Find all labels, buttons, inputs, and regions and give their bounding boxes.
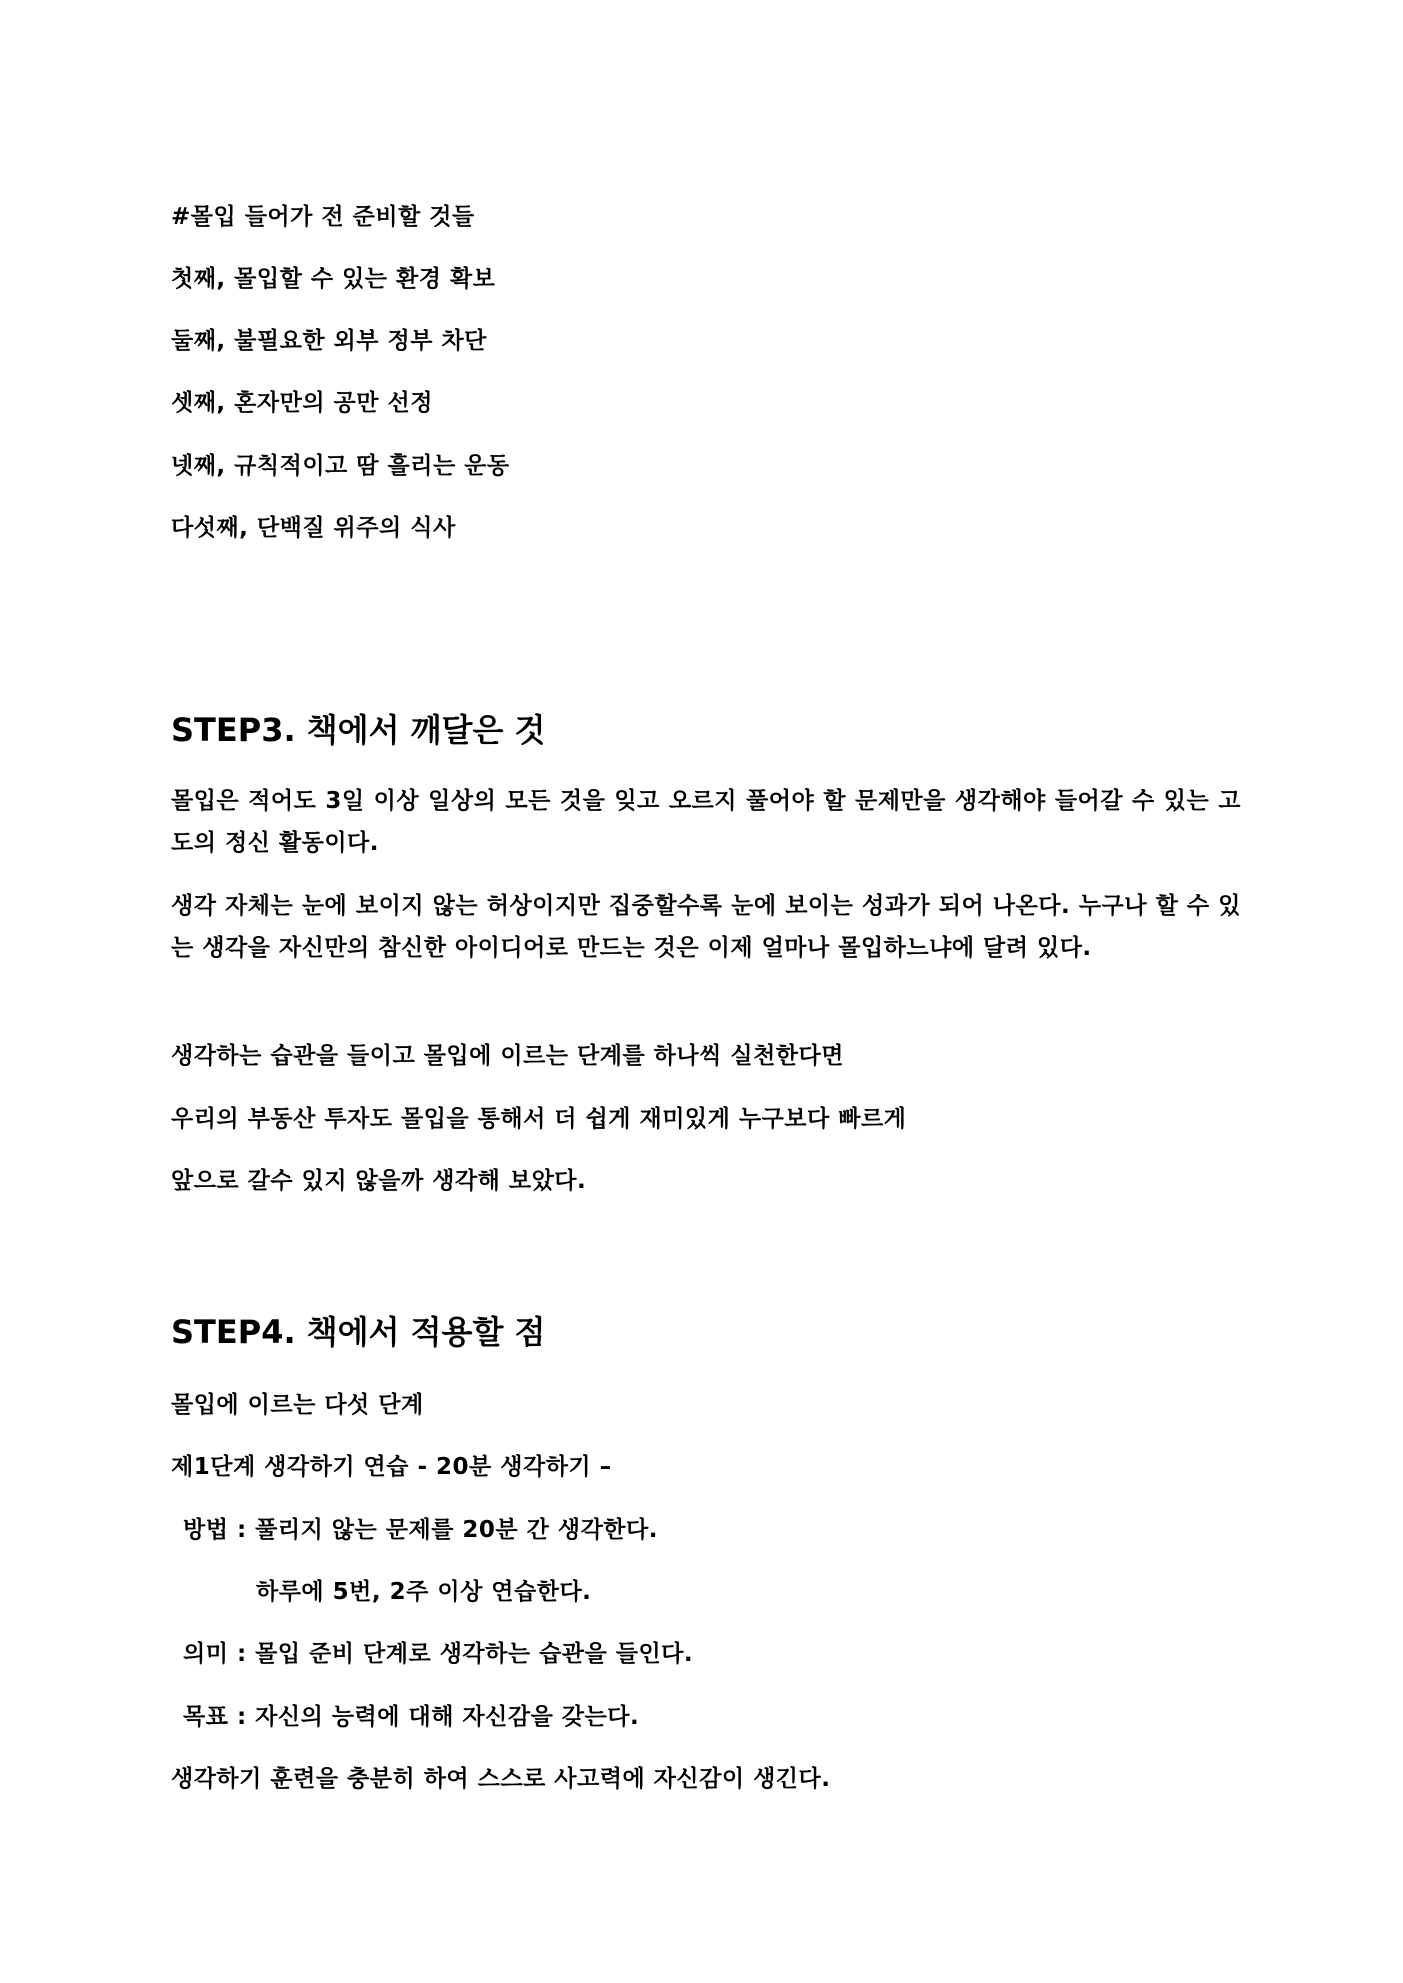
step3-line-2: 우리의 부동산 투자도 몰입을 통해서 더 쉽게 재미있게 누구보다 빠르게 bbox=[171, 1106, 907, 1132]
prep-item-4: 넷째, 규칙적이고 땀 흘리는 운동 bbox=[171, 453, 510, 479]
step3-paragraph-2: 생각 자체는 눈에 보이지 않는 허상이지만 집중할수록 눈에 보이는 성과가 되어 나온다. 누구나 할 수 있는 생각을 자신만의 참신한 아이디어로 만드는 것은 이제 얼마나 몰입하느냐에 달려 있다. bbox=[171, 893, 1241, 961]
step3-line-3: 앞으로 갈수 있지 않을까 생각해 보았다. bbox=[171, 1168, 587, 1194]
prep-title: #몰입 들어가 전 준비할 것들 bbox=[171, 204, 475, 230]
conclusion-line: 생각하기 훈련을 충분히 하여 스스로 사고력에 자신감이 생긴다. bbox=[171, 1766, 831, 1792]
goal-line: 목표 : 자신의 능력에 대해 자신감을 갖는다. bbox=[183, 1704, 640, 1730]
step3-heading: STEP3. 책에서 깨달은 것 bbox=[171, 711, 546, 749]
step3-line-1: 생각하는 습관을 들이고 몰입에 이르는 단계를 하나씩 실천한다면 bbox=[171, 1043, 844, 1069]
prep-item-3: 셋째, 혼자만의 공만 선정 bbox=[171, 390, 433, 416]
meaning-line: 의미 : 몰입 준비 단계로 생각하는 습관을 들인다. bbox=[183, 1641, 694, 1667]
method-line-1: 방법 : 풀리지 않는 문제를 20분 간 생각한다. bbox=[183, 1517, 658, 1543]
prep-item-5: 다섯째, 단백질 위주의 식사 bbox=[171, 515, 456, 541]
step4-heading: STEP4. 책에서 적용할 점 bbox=[171, 1313, 546, 1351]
step3-paragraph-1: 몰입은 적어도 3일 이상 일상의 모든 것을 잊고 오르지 풀어야 할 문제만을 생각해야 들어갈 수 있는 고도의 정신 활동이다. bbox=[171, 788, 1241, 856]
stage1-title: 제1단계 생각하기 연습 - 20분 생각하기 – bbox=[171, 1454, 612, 1480]
prep-item-2: 둘째, 불필요한 외부 정부 차단 bbox=[171, 328, 487, 354]
prep-item-1: 첫째, 몰입할 수 있는 환경 확보 bbox=[171, 266, 496, 292]
step4-intro: 몰입에 이르는 다섯 단계 bbox=[171, 1392, 424, 1418]
method-line-2: 하루에 5번, 2주 이상 연습한다. bbox=[256, 1579, 592, 1605]
